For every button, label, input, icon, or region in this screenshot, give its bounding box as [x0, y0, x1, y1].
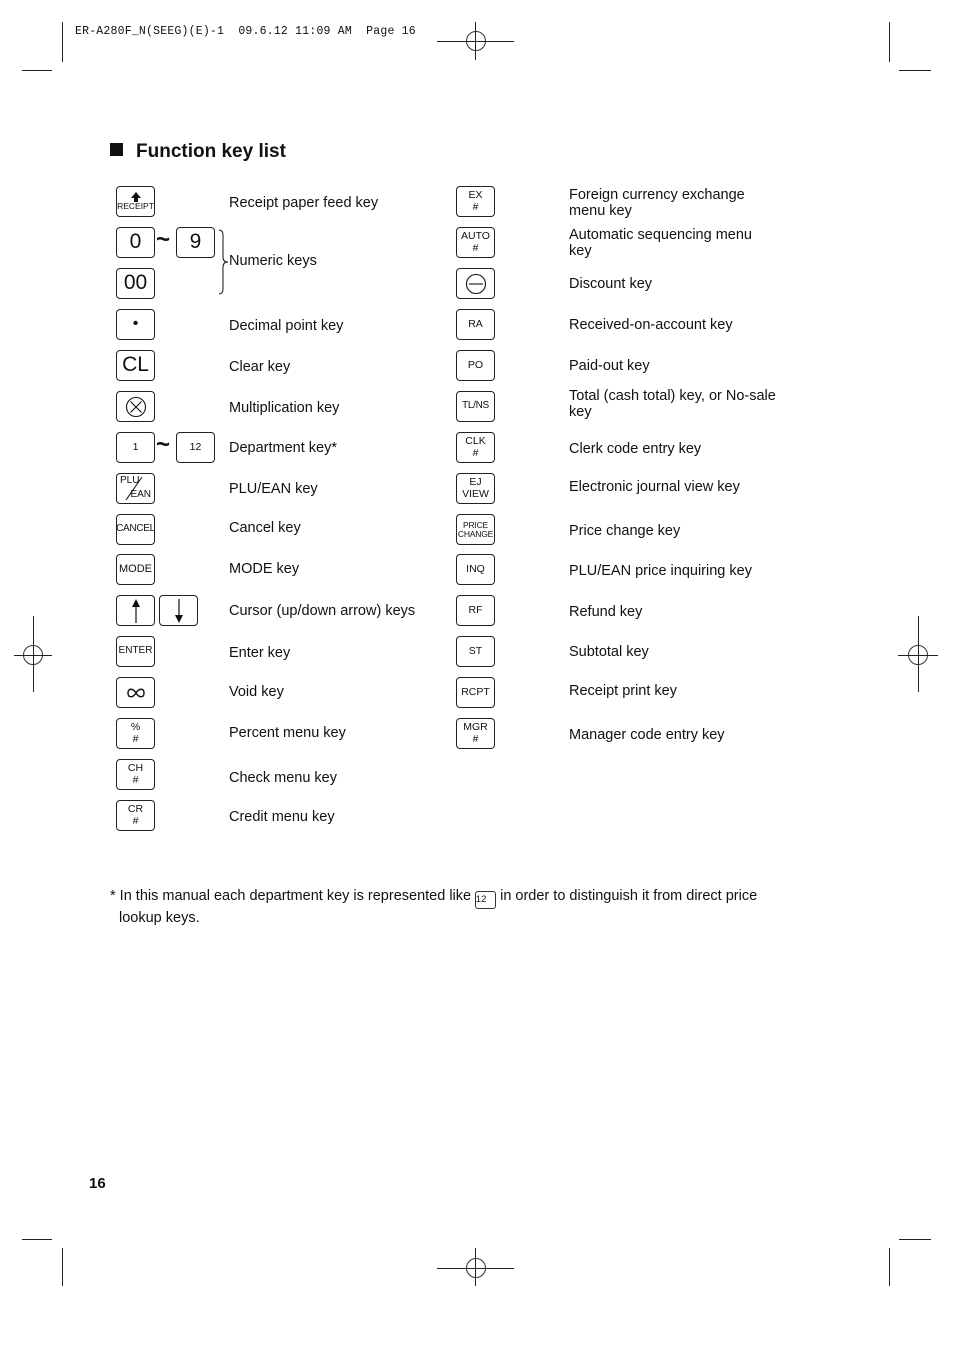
void-loop-icon [126, 687, 146, 699]
label-cancel: Cancel key [229, 520, 301, 536]
key-receipt [116, 186, 155, 217]
label-auto: Automatic sequencing menu key [569, 227, 752, 259]
label-po: Paid-out key [569, 358, 650, 374]
key-ra: RA [456, 309, 495, 340]
key-check [116, 759, 155, 790]
key-po: PO [456, 350, 495, 381]
key-numeric-0: 0 [116, 227, 155, 258]
key-mode: MODE [116, 554, 155, 585]
key-ej-bottom: VIEW [462, 487, 489, 500]
key-void [116, 677, 155, 708]
key-rcpt: RCPT [456, 677, 495, 708]
key-percent-top: % [130, 721, 141, 734]
key-multiplication [116, 391, 155, 422]
key-percent [116, 718, 155, 749]
label-numeric-keys: Numeric keys [229, 253, 317, 269]
label-department: Department key* [229, 440, 337, 456]
label-mgr: Manager code entry key [569, 727, 725, 743]
label-rf: Refund key [569, 604, 643, 620]
label-price-change: Price change key [569, 523, 681, 539]
label-ra: Received-on-account key [569, 317, 733, 333]
key-ej-view [456, 473, 495, 504]
label-ej-view: Electronic journal view key [569, 479, 740, 495]
label-ex: Foreign currency exchange menu key [569, 187, 745, 219]
minus-circle-icon [465, 273, 487, 295]
section-title [110, 141, 286, 163]
tilde-numeric: ~ [156, 226, 171, 253]
key-mgr [456, 718, 495, 749]
multiply-circle-icon [125, 396, 147, 418]
key-clk-top: CLK [465, 435, 486, 448]
label-mode: MODE key [229, 561, 300, 577]
key-receipt-label: RECEIPT [117, 201, 154, 212]
key-clear: CL [116, 350, 155, 381]
footnote-after: in order to distinguish it from direct price lookup keys. [119, 888, 758, 926]
inline-department-key: 12 [475, 891, 496, 909]
print-header: ER-A280F_N(SEEG)(E)-1 09.6.12 11:09 AM Page 16 [75, 25, 416, 38]
label-enter: Enter key [229, 645, 291, 661]
key-discount [456, 268, 495, 299]
label-void: Void key [229, 684, 284, 700]
key-clk [456, 432, 495, 463]
section-title-text: Function key list [136, 141, 286, 162]
key-price-change [456, 514, 495, 545]
key-ej-top: EJ [469, 476, 482, 489]
down-arrow-icon [174, 599, 184, 623]
key-mgr-top: MGR [463, 721, 488, 734]
key-cancel: CANCEL [116, 514, 155, 545]
key-mgr-bottom: # [472, 732, 479, 745]
key-st: ST [456, 636, 495, 667]
key-cursor-down [159, 595, 198, 626]
key-numeric-9: 9 [176, 227, 215, 258]
key-decimal-point: • [116, 309, 155, 340]
label-check: Check menu key [229, 770, 337, 786]
label-decimal-point: Decimal point key [229, 318, 344, 334]
footnote [110, 887, 799, 928]
key-tlns: TL/NS [456, 391, 495, 422]
label-discount: Discount key [569, 276, 653, 292]
page-number: 16 [89, 1175, 106, 1192]
key-department-12: 12 [176, 432, 215, 463]
label-rcpt: Receipt print key [569, 683, 677, 699]
key-cursor-up [116, 595, 155, 626]
key-numeric-00: 00 [116, 268, 155, 299]
square-bullet-icon [110, 143, 123, 156]
label-plu-ean: PLU/EAN key [229, 481, 318, 497]
tilde-department: ~ [156, 431, 171, 458]
up-arrow-icon [131, 599, 141, 623]
key-ean-label: EAN [130, 488, 151, 500]
key-ex [456, 186, 495, 217]
key-clk-bottom: # [472, 446, 479, 459]
key-price-bottom: CHANGE [457, 528, 494, 539]
key-percent-bottom: # [132, 732, 139, 745]
key-plu-label: PLU [120, 475, 140, 486]
label-receipt-feed: Receipt paper feed key [229, 195, 379, 211]
key-ex-top: EX [468, 189, 483, 202]
key-credit [116, 800, 155, 831]
key-plu-ean [116, 473, 155, 504]
label-tlns: Total (cash total) key, or No-sale key [569, 388, 776, 420]
label-multiplication: Multiplication key [229, 400, 340, 416]
label-clear: Clear key [229, 359, 291, 375]
footnote-before: * In this manual each department key is represented like [110, 888, 472, 904]
key-enter: ENTER [116, 636, 155, 667]
label-st: Subtotal key [569, 644, 649, 660]
label-credit: Credit menu key [229, 809, 335, 825]
key-rf: RF [456, 595, 495, 626]
label-inq: PLU/EAN price inquiring key [569, 563, 752, 579]
key-inq: INQ [456, 554, 495, 585]
label-clk: Clerk code entry key [569, 441, 702, 457]
key-auto-top: AUTO [461, 230, 490, 243]
label-percent: Percent menu key [229, 725, 346, 741]
key-ex-bottom: # [472, 200, 479, 213]
key-auto-bottom: # [472, 241, 479, 254]
key-credit-top: CR [127, 803, 144, 816]
key-check-bottom: # [132, 773, 139, 786]
key-price-top: PRICE [463, 519, 488, 530]
label-cursor: Cursor (up/down arrow) keys [229, 603, 416, 619]
key-check-top: CH [127, 762, 144, 775]
key-auto [456, 227, 495, 258]
key-department-1: 1 [116, 432, 155, 463]
key-credit-bottom: # [132, 814, 139, 827]
